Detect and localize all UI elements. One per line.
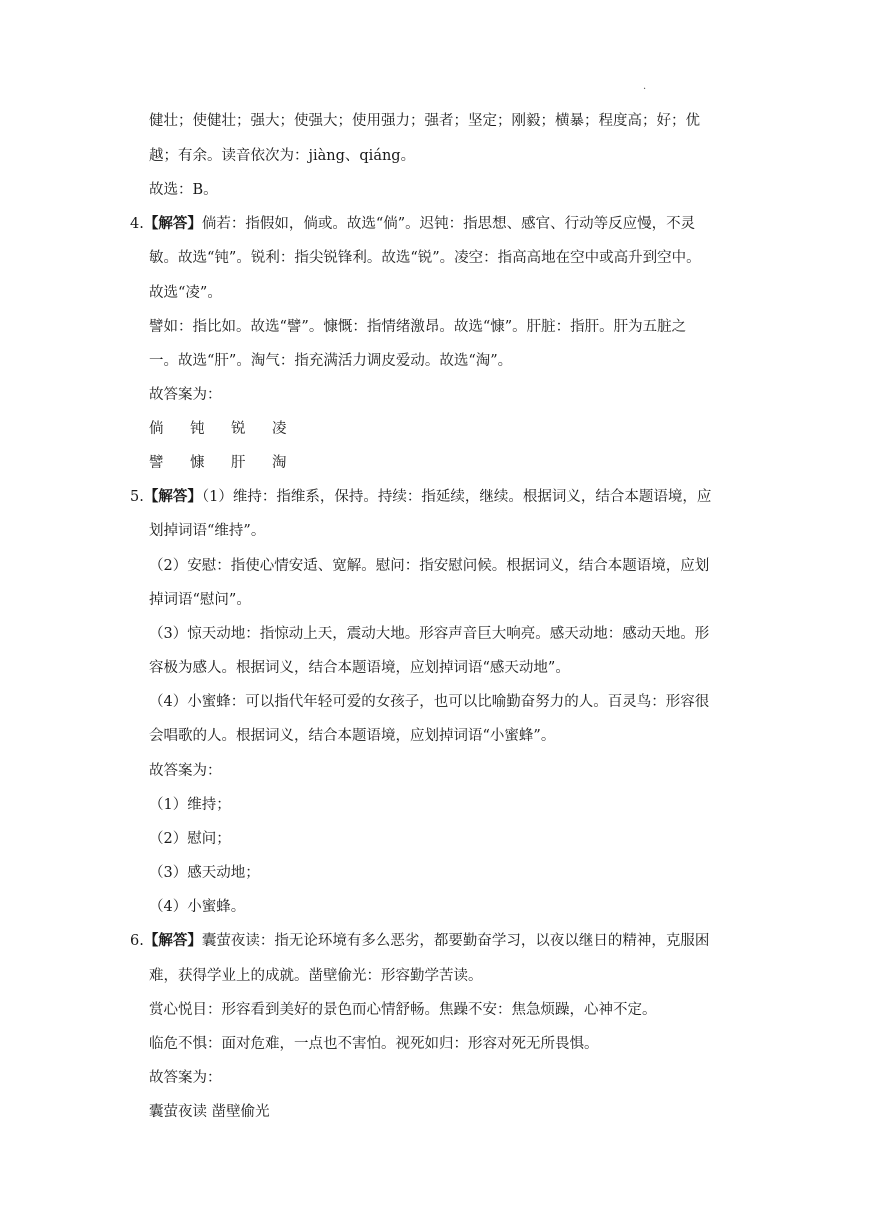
q4-text-line: 譬如：指比如。故选“譬”。慷慨：指情绪激昂。故选“慷”。肝脏：指肝。肝为五脏之: [149, 319, 687, 335]
q5-text-line: （2）安慰：指使心情安适、宽解。慰问：指安慰问候。根据词义，结合本题语境，应划: [149, 558, 710, 574]
answer-tag: 【解答】: [143, 932, 202, 949]
q5-answer-intro: 故答案为：: [149, 763, 222, 779]
q4-text-line: 一。故选“肝”。淘气：指充满活力调皮爱动。故选“淘”。: [149, 353, 513, 369]
answer-tag: 【解答】: [143, 215, 202, 232]
q5-text-line: 容极为感人。根据词义，结合本题语境，应划掉词语“感天动地”。: [149, 660, 570, 676]
answer-char: 慷: [190, 455, 205, 471]
q5-text-line: 划掉词语“维持”。: [149, 523, 266, 539]
answer-tag: 【解答】: [143, 488, 202, 505]
q3-text-line: 越；有余。读音依次为：jiàng、qiáng。: [149, 148, 416, 164]
q5-text-line: （3）惊天动地：指惊动上天，震动大地。形容声音巨大响亮。感天动地：感动天地。形: [149, 626, 710, 642]
q5-heading-line: [130, 488, 711, 506]
q5-answer-item: （2）慰问；: [149, 831, 231, 847]
answer-char: 譬: [149, 455, 164, 471]
q6-heading-line: [130, 932, 709, 950]
q6-answer-intro: 故答案为：: [149, 1070, 222, 1086]
question-number: 5.: [130, 489, 144, 505]
q4-answer-row: [149, 420, 313, 438]
q5-text-line: 会唱歌的人。根据词义，结合本题语境，应划掉词语“小蜜蜂”。: [149, 728, 556, 744]
q3-conclusion: 故选：B。: [149, 182, 218, 198]
answer-char: 钝: [190, 421, 205, 437]
answer-char: 淘: [272, 455, 287, 471]
answer-char: 凌: [272, 421, 287, 437]
q6-text: 囊萤夜读：指无论环境有多么恶劣，都要勤奋学习，以夜以继日的精神，克服困: [201, 933, 710, 949]
q6-text-line: 难，获得学业上的成就。凿壁偷光：形容勤学苦读。: [149, 968, 483, 984]
q4-text: 倘若：指假如，倘或。故选“倘”。迟钝：指思想、感官、行动等反应慢，不灵: [201, 216, 696, 232]
question-number: 6.: [130, 933, 144, 949]
q4-text-line: 敏。故选“钝”。锐利：指尖锐锋利。故选“锐”。凌空：指高高地在空中或高升到空中。: [149, 250, 701, 266]
q4-answer-row: [149, 454, 313, 472]
q5-text-line: （4）小蜜蜂：可以指代年轻可爱的女孩子，也可以比喻勤奋努力的人。百灵鸟：形容很: [149, 694, 710, 710]
question-number: 4.: [130, 216, 144, 232]
answer-char: 锐: [231, 421, 246, 437]
page-mark: ·: [643, 84, 647, 95]
q4-heading-line: [130, 215, 695, 233]
q5-text-line: 掉词语“慰问”。: [149, 592, 251, 608]
q4-text-line: 故选“凌”。: [149, 285, 222, 301]
q6-text-line: 临危不惧：面对危难，一点也不害怕。视死如归：形容对死无所畏惧。: [149, 1036, 599, 1052]
q4-answer-intro: 故答案为：: [149, 387, 222, 403]
q5-answer-item: （1）维持；: [149, 797, 231, 813]
q6-text-line: 赏心悦目：形容看到美好的景色而心情舒畅。焦躁不安：焦急烦躁，心神不定。: [149, 1002, 657, 1018]
answer-char: 肝: [231, 455, 246, 471]
q5-answer-item: （3）感天动地；: [149, 865, 260, 881]
q5-text: （1）维持：指维系，保持。持续：指延续，继续。根据词义，结合本题语境，应: [201, 489, 712, 505]
answer-char: 倘: [149, 421, 164, 437]
q5-answer-item: （4）小蜜蜂。: [149, 899, 246, 915]
q3-text-line: 健壮；使健壮；强大；使强大；使用强力；强者；坚定；刚毅；横暴；程度高；好；优: [149, 113, 700, 129]
q6-answer-line: 囊萤夜读 凿壁偷光: [149, 1104, 270, 1120]
